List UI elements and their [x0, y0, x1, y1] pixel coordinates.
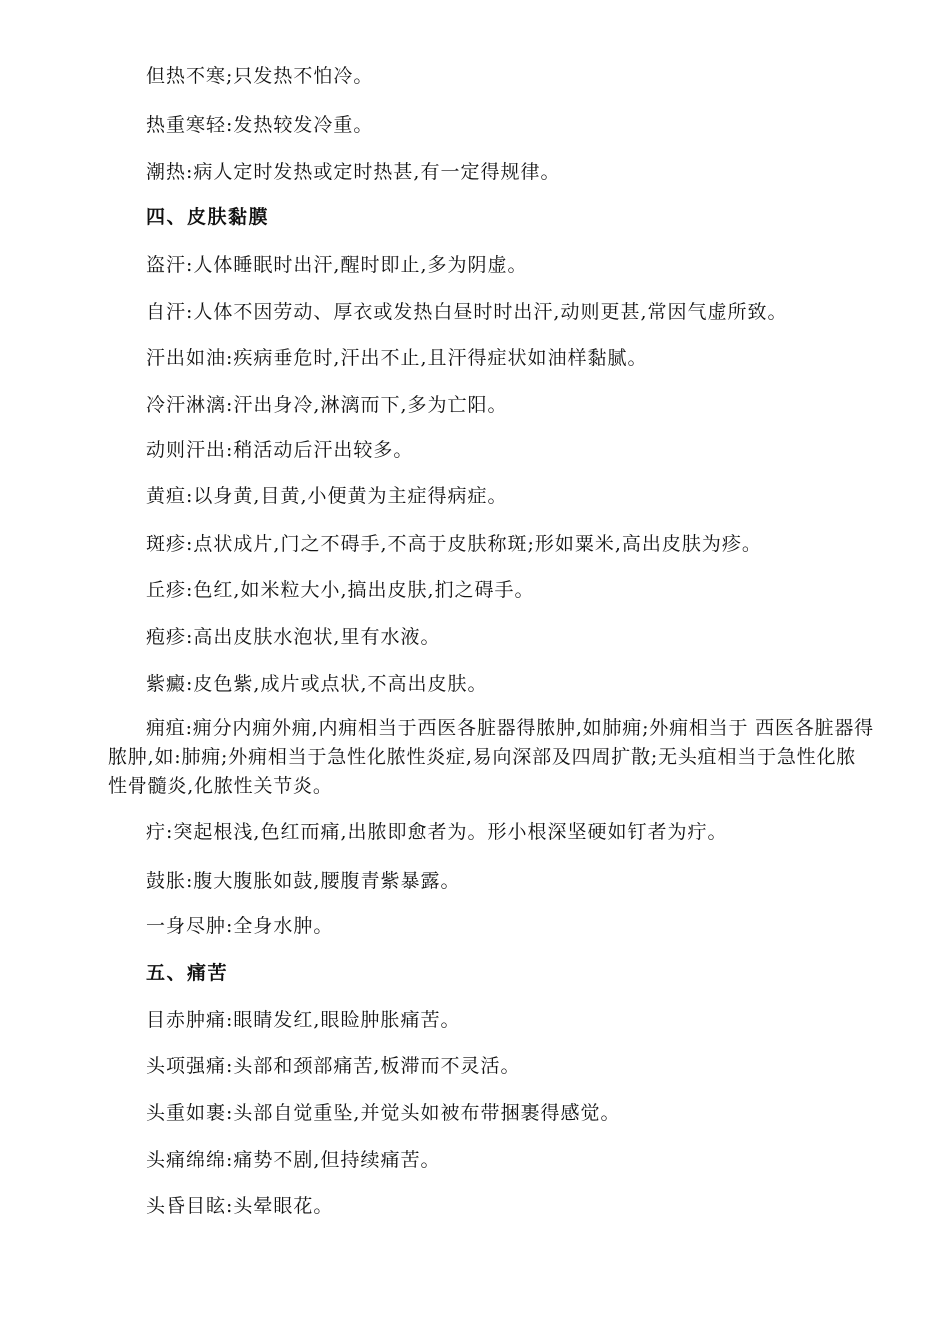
text-line-re-zhong-han-qing: 热重寒轻:发热较发冷重。 [146, 114, 374, 136]
text-line-dong-ze-han-chu: 动则汗出:稍活动后汗出较多。 [146, 439, 414, 461]
text-line-qiu-zhen: 丘疹:色红,如米粒大小,搞出皮肤,扪之碍手。 [146, 579, 535, 601]
text-line-tou-zhong-ru-guo: 头重如裹:头部自觉重坠,并觉头如被布带捆裹得感觉。 [146, 1102, 621, 1124]
text-line-tou-hun-mu-xuan: 头昏目眩:头晕眼花。 [146, 1195, 334, 1217]
text-line-tou-xiang-qiang-tong: 头项强痛:头部和颈部痛苦,板滞而不灵活。 [146, 1055, 521, 1077]
text-line-zi-han: 自汗:人体不因劳动、厚衣或发热白昼时时出汗,动则更甚,常因气虚所致。 [146, 301, 788, 323]
text-line-huang-dan: 黄疸:以身黄,目黄,小便黄为主症得病症。 [146, 485, 508, 507]
text-line-han-chu-ru-you: 汗出如油:疾病垂危时,汗出不止,且汗得症状如油样黏腻。 [146, 347, 648, 369]
text-line-leng-han-lin-li: 冷汗淋漓:汗出身冷,淋漓而下,多为亡阳。 [146, 394, 508, 416]
paragraph-yong-ju: 痈疽:痈分内痈外痈,内痈相当于西医各脏器得脓肿,如肺痈;外痈相当于 西医各脏器得脓肿,如:肺痈;外痈相当于急性化脓性炎症,易向深部及四周扩散;无头疽相当于急性化脓性骨髓炎,化脓性关节炎。 [108, 717, 874, 797]
text-line-pao-zhen: 疱疹:高出皮肤水泡状,里有水液。 [146, 626, 441, 648]
text-line-ban-zhen: 斑疹:点状成片,门之不碍手,不高于皮肤称斑;形如粟米,高出皮肤为疹。 [146, 533, 762, 555]
text-line-mu-chi-zhong-tong: 目赤肿痛:眼睛发红,眼睑肿胀痛苦。 [146, 1009, 461, 1031]
text-line-ding: 疔:突起根浅,色红而痛,出脓即愈者为。形小根深坚硬如钉者为疔。 [146, 821, 728, 843]
text-line-gu-zhang: 鼓胀:腹大腹胀如鼓,腰腹青紫暴露。 [146, 870, 461, 892]
text-line-yi-shen-jin-zhong: 一身尽肿:全身水肿。 [146, 915, 334, 937]
text-line-dan-re-bu-han: 但热不寒;只发热不怕冷。 [146, 65, 374, 87]
text-line-tou-tong-mian-mian: 头痛绵绵:痛势不剧,但持续痛苦。 [146, 1149, 441, 1171]
text-line-dao-han: 盗汗:人体睡眠时出汗,醒时即止,多为阴虚。 [146, 254, 528, 276]
section-heading-pain: 五、痛苦 [146, 962, 229, 984]
text-line-zi-dian: 紫癜:皮色紫,成片或点状,不高出皮肤。 [146, 673, 488, 695]
text-line-chao-re: 潮热:病人定时发热或定时热甚,有一定得规律。 [146, 161, 561, 183]
section-heading-skin-mucosa: 四、皮肤黏膜 [146, 206, 270, 228]
